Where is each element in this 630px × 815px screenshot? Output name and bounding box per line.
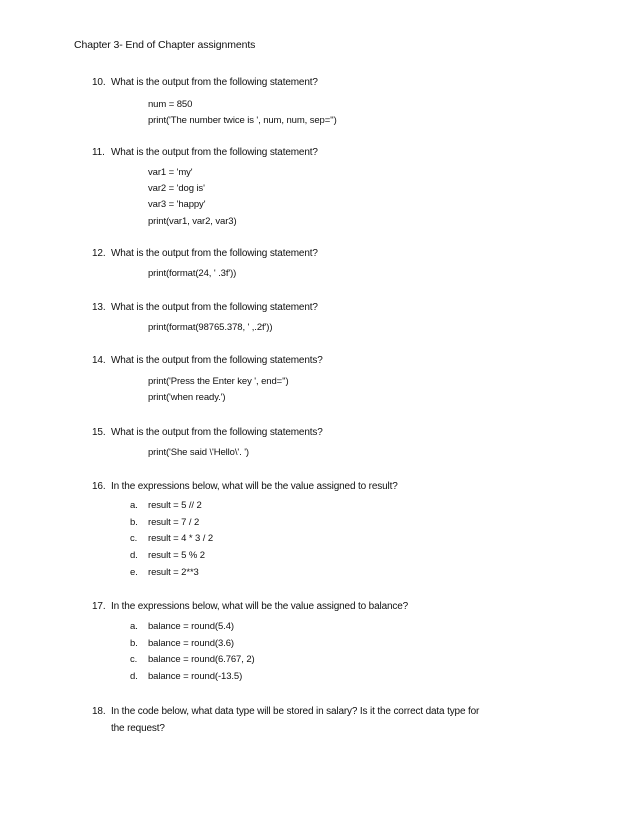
question-number: 18.	[92, 706, 106, 717]
list-text: result = 2**3	[148, 566, 199, 578]
question-number: 11.	[92, 147, 105, 158]
question-text: In the code below, what data type will be stored in salary? Is it the correct data type for the request?	[111, 706, 480, 734]
question-14	[92, 352, 512, 369]
list-text: balance = round(3.6)	[148, 637, 234, 649]
code-block-15	[148, 445, 249, 461]
list-text: balance = round(6.767, 2)	[148, 654, 255, 666]
question-16	[92, 478, 512, 495]
code-block-11	[148, 165, 237, 230]
list-item	[130, 669, 255, 686]
question-text: What is the output from the following statement?	[111, 302, 318, 313]
code-line: num = 850	[148, 99, 193, 110]
code-line: print('when ready.')	[148, 392, 226, 404]
list-marker: c.	[130, 654, 138, 666]
question-12	[92, 245, 512, 262]
question-17	[92, 598, 512, 615]
code-line: print('She said \'Hello\'. ')	[148, 447, 249, 458]
list-text: balance = round(5.4)	[148, 621, 234, 632]
answer-list-16	[130, 498, 213, 582]
list-item	[130, 548, 213, 565]
question-18	[92, 703, 512, 737]
question-11	[92, 144, 512, 161]
list-text: result = 7 / 2	[148, 516, 200, 528]
question-text: What is the output from the following statements?	[111, 355, 323, 366]
list-marker: c.	[130, 533, 138, 545]
question-number: 16.	[92, 481, 106, 492]
list-text: result = 5 % 2	[148, 550, 205, 562]
code-line: print(var1, var2, var3)	[148, 215, 237, 227]
list-item	[130, 498, 213, 515]
question-number: 14.	[92, 355, 106, 366]
code-line: var3 = 'happy'	[148, 199, 206, 211]
question-text: What is the output from the following statement?	[111, 147, 318, 158]
list-item	[130, 531, 213, 548]
code-line: print('The number twice is ', num, num, sep='')	[148, 115, 337, 127]
list-item	[130, 619, 255, 636]
code-block-12	[148, 266, 236, 282]
list-marker: a.	[130, 500, 138, 511]
list-item	[130, 652, 255, 669]
question-number: 10.	[92, 77, 106, 88]
question-text: What is the output from the following statement?	[111, 77, 318, 88]
list-marker: b.	[130, 637, 138, 649]
list-marker: a.	[130, 621, 138, 632]
list-marker: b.	[130, 516, 138, 528]
question-number: 17.	[92, 601, 106, 612]
question-number: 13.	[92, 302, 106, 313]
list-text: result = 4 * 3 / 2	[148, 533, 214, 545]
code-line: print('Press the Enter key ', end='')	[148, 376, 289, 387]
code-line: print(format(98765.378, ' ,.2f'))	[148, 322, 273, 333]
question-text: What is the output from the following statement?	[111, 248, 318, 259]
question-text: In the expressions below, what will be the value assigned to result?	[111, 481, 398, 492]
code-line: var2 = 'dog is'	[148, 183, 205, 195]
list-text: result = 5 // 2	[148, 500, 202, 511]
list-marker: d.	[130, 550, 138, 562]
code-line: var1 = 'my'	[148, 167, 193, 178]
question-number: 15.	[92, 427, 106, 438]
list-item	[130, 636, 255, 653]
code-block-13	[148, 320, 272, 336]
code-block-10	[148, 97, 337, 129]
list-text: balance = round(-13.5)	[148, 671, 243, 683]
code-line: print(format(24, ' .3f'))	[148, 268, 237, 279]
list-marker: e.	[130, 566, 138, 578]
question-text: What is the output from the following statements?	[111, 427, 323, 438]
list-marker: d.	[130, 671, 138, 683]
question-15	[92, 424, 512, 441]
question-number: 12.	[92, 248, 106, 259]
question-13	[92, 299, 512, 316]
answer-list-17	[130, 619, 255, 686]
question-text: In the expressions below, what will be the value assigned to balance?	[111, 601, 409, 612]
page-title: Chapter 3- End of Chapter assignments	[74, 39, 256, 51]
code-block-14	[148, 374, 289, 406]
list-item	[130, 515, 213, 532]
list-item	[130, 565, 213, 582]
question-10	[92, 74, 512, 91]
